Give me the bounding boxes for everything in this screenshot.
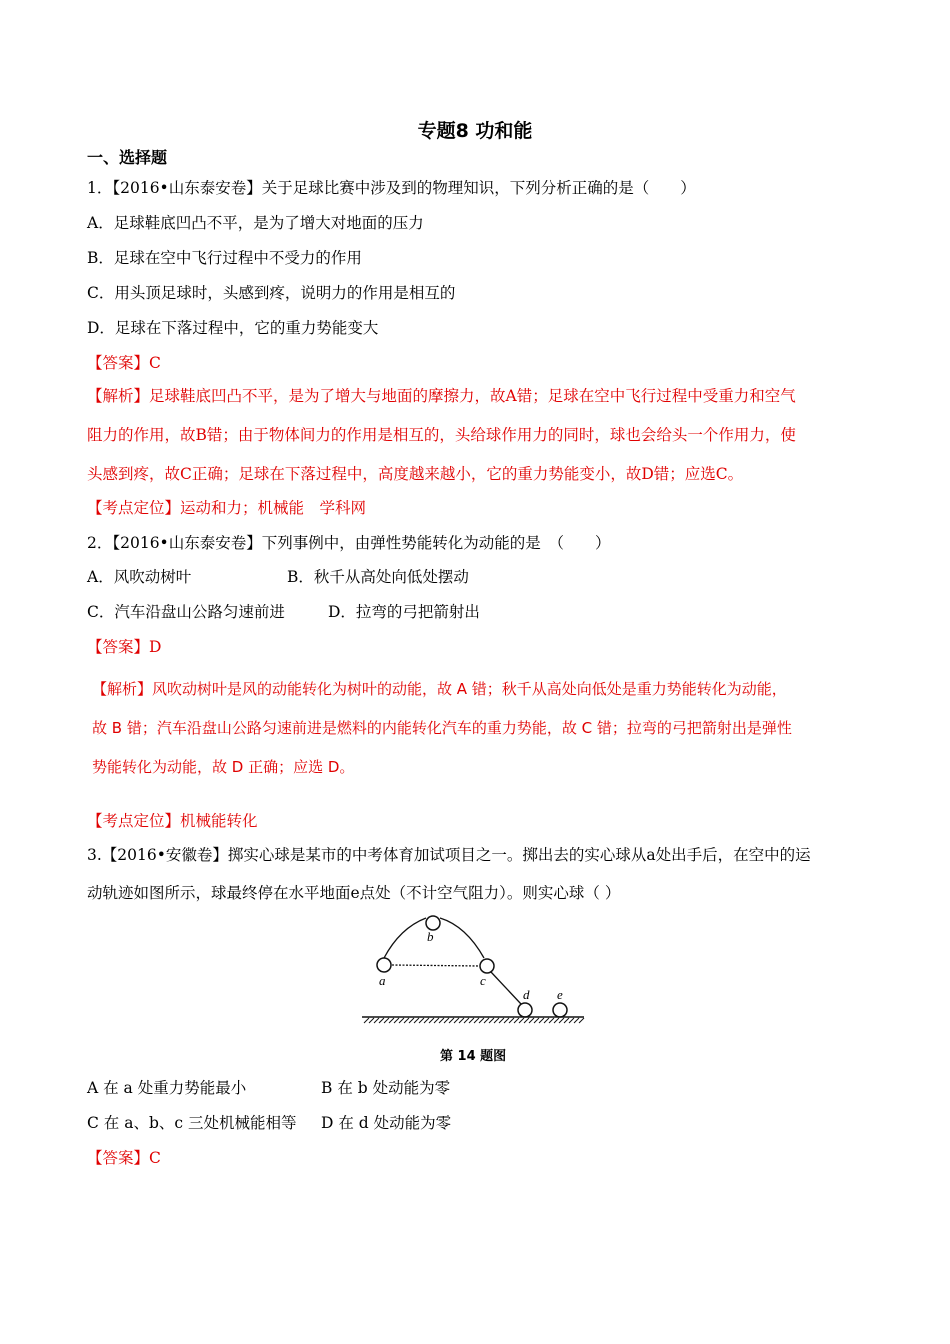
q1-option-b: B．足球在空中飞行过程中不受力的作用 bbox=[87, 249, 362, 267]
hatch-mark bbox=[509, 1018, 514, 1023]
hatch-mark bbox=[464, 1018, 469, 1023]
q3-answer: 【答案】C bbox=[87, 1149, 161, 1167]
q1-knowledge-point: 【考点定位】运动和力；机械能 学科网 bbox=[87, 499, 367, 517]
ball-a bbox=[377, 958, 391, 972]
hatch-mark bbox=[369, 1018, 374, 1023]
ball-b bbox=[426, 916, 440, 930]
q2-analysis-line-2: 故 B 错；汽车沿盘山公路匀速前进是燃料的内能转化汽车的重力势能，故 C 错；拉弯的弓把箭射出是弹性 bbox=[92, 719, 792, 737]
trajectory-arc-rise bbox=[384, 918, 426, 958]
q2-answer: 【答案】D bbox=[87, 638, 162, 656]
q2-analysis-line-1: 【解析】风吹动树叶是风的动能转化为树叶的动能，故 A 错；秋千从高处向低处是重力势能转化为动能， bbox=[92, 680, 787, 698]
dotted-height-line bbox=[392, 965, 480, 966]
hatch-mark bbox=[454, 1018, 459, 1023]
q2-option-c: C．汽车沿盘山公路匀速前进 bbox=[87, 603, 285, 621]
hatch-mark bbox=[564, 1018, 569, 1023]
q3-option-d: D 在 d 处动能为零 bbox=[321, 1114, 452, 1132]
q3-stem-line-1: 3.【2016•安徽卷】掷实心球是某市的中考体育加试项目之一。掷出去的实心球从a处出手后，在空中的运 bbox=[87, 846, 811, 864]
hatch-mark bbox=[474, 1018, 479, 1023]
q1-answer: 【答案】C bbox=[87, 354, 161, 372]
hatch-mark bbox=[499, 1018, 504, 1023]
hatch-mark bbox=[399, 1018, 404, 1023]
hatch-mark bbox=[529, 1018, 534, 1023]
hatch-mark bbox=[434, 1018, 439, 1023]
hatch-mark bbox=[409, 1018, 414, 1023]
label-c: c bbox=[480, 973, 486, 988]
q2-stem: 2．【2016•山东泰安卷】下列事例中，由弹性势能转化为动能的是 （ ） bbox=[87, 534, 611, 552]
hatch-mark bbox=[419, 1018, 424, 1023]
trajectory-arc-fall bbox=[440, 918, 484, 958]
hatch-mark bbox=[469, 1018, 474, 1023]
hatch-mark bbox=[524, 1018, 529, 1023]
label-d: d bbox=[523, 987, 530, 1002]
hatch-mark bbox=[404, 1018, 409, 1023]
q2-option-d: D．拉弯的弓把箭射出 bbox=[328, 603, 480, 621]
q1-analysis-line-3: 头感到疼，故C正确；足球在下落过程中，高度越来越小，它的重力势能变小，故D错；应选C。 bbox=[87, 465, 744, 483]
hatch-mark bbox=[504, 1018, 509, 1023]
hatch-mark bbox=[384, 1018, 389, 1023]
hatch-mark bbox=[459, 1018, 464, 1023]
hatch-mark bbox=[489, 1018, 494, 1023]
hatch-mark bbox=[364, 1018, 369, 1023]
hatch-mark bbox=[494, 1018, 499, 1023]
hatch-mark bbox=[554, 1018, 559, 1023]
q1-option-d: D．足球在下落过程中，它的重力势能变大 bbox=[87, 319, 379, 337]
hatch-mark bbox=[579, 1018, 584, 1023]
label-a: a bbox=[379, 973, 386, 988]
q2-knowledge-point: 【考点定位】机械能转化 bbox=[87, 812, 258, 830]
q1-option-a: A．足球鞋底凹凸不平，是为了增大对地面的压力 bbox=[87, 214, 424, 232]
label-e: e bbox=[557, 987, 563, 1002]
q1-analysis-line-2: 阻力的作用，故B错；由于物体间力的作用是相互的，头给球作用力的同时，球也会给头一个作用力，使 bbox=[87, 426, 796, 444]
hatch-mark bbox=[519, 1018, 524, 1023]
q1-analysis-line-1: 【解析】足球鞋底凹凸不平，是为了增大与地面的摩擦力，故A错；足球在空中飞行过程中受重力和空气 bbox=[87, 387, 796, 405]
hatch-mark bbox=[574, 1018, 579, 1023]
hatch-mark bbox=[444, 1018, 449, 1023]
label-b: b bbox=[427, 929, 434, 944]
q1-stem: 1．【2016•山东泰安卷】关于足球比赛中涉及到的物理知识，下列分析正确的是（ ） bbox=[87, 179, 696, 197]
section-heading: 一、选择题 bbox=[87, 148, 168, 167]
ball-c bbox=[480, 959, 494, 973]
ground-hatching bbox=[364, 1018, 584, 1023]
hatch-mark bbox=[424, 1018, 429, 1023]
trajectory-drop-line bbox=[491, 972, 521, 1004]
hatch-mark bbox=[389, 1018, 394, 1023]
hatch-mark bbox=[374, 1018, 379, 1023]
hatch-mark bbox=[484, 1018, 489, 1023]
hatch-mark bbox=[539, 1018, 544, 1023]
hatch-mark bbox=[549, 1018, 554, 1023]
q2-option-a: A．风吹动树叶 bbox=[87, 568, 192, 586]
q3-option-b: B 在 b 处动能为零 bbox=[321, 1079, 451, 1097]
hatch-mark bbox=[429, 1018, 434, 1023]
q3-stem-line-2: 动轨迹如图所示，球最终停在水平地面e点处（不计空气阻力）。则实心球（ ） bbox=[87, 884, 621, 902]
hatch-mark bbox=[479, 1018, 484, 1023]
q2-analysis-line-3: 势能转化为动能，故 D 正确；应选 D。 bbox=[92, 758, 355, 776]
q3-option-c: C 在 a、b、c 三处机械能相等 bbox=[87, 1114, 297, 1132]
hatch-mark bbox=[559, 1018, 564, 1023]
hatch-mark bbox=[514, 1018, 519, 1023]
document-title: 专题8 功和能 bbox=[417, 120, 533, 142]
ball-e bbox=[553, 1003, 567, 1017]
q2-option-b: B．秋千从高处向低处摆动 bbox=[287, 568, 469, 586]
hatch-mark bbox=[439, 1018, 444, 1023]
hatch-mark bbox=[379, 1018, 384, 1023]
hatch-mark bbox=[569, 1018, 574, 1023]
hatch-mark bbox=[534, 1018, 539, 1023]
figure-caption: 第 14 题图 bbox=[440, 1049, 507, 1064]
hatch-mark bbox=[449, 1018, 454, 1023]
q1-option-c: C．用头顶足球时，头感到疼，说明力的作用是相互的 bbox=[87, 284, 456, 302]
ball-d bbox=[518, 1003, 532, 1017]
hatch-mark bbox=[414, 1018, 419, 1023]
q3-option-a: A 在 a 处重力势能最小 bbox=[87, 1079, 247, 1097]
hatch-mark bbox=[394, 1018, 399, 1023]
hatch-mark bbox=[544, 1018, 549, 1023]
